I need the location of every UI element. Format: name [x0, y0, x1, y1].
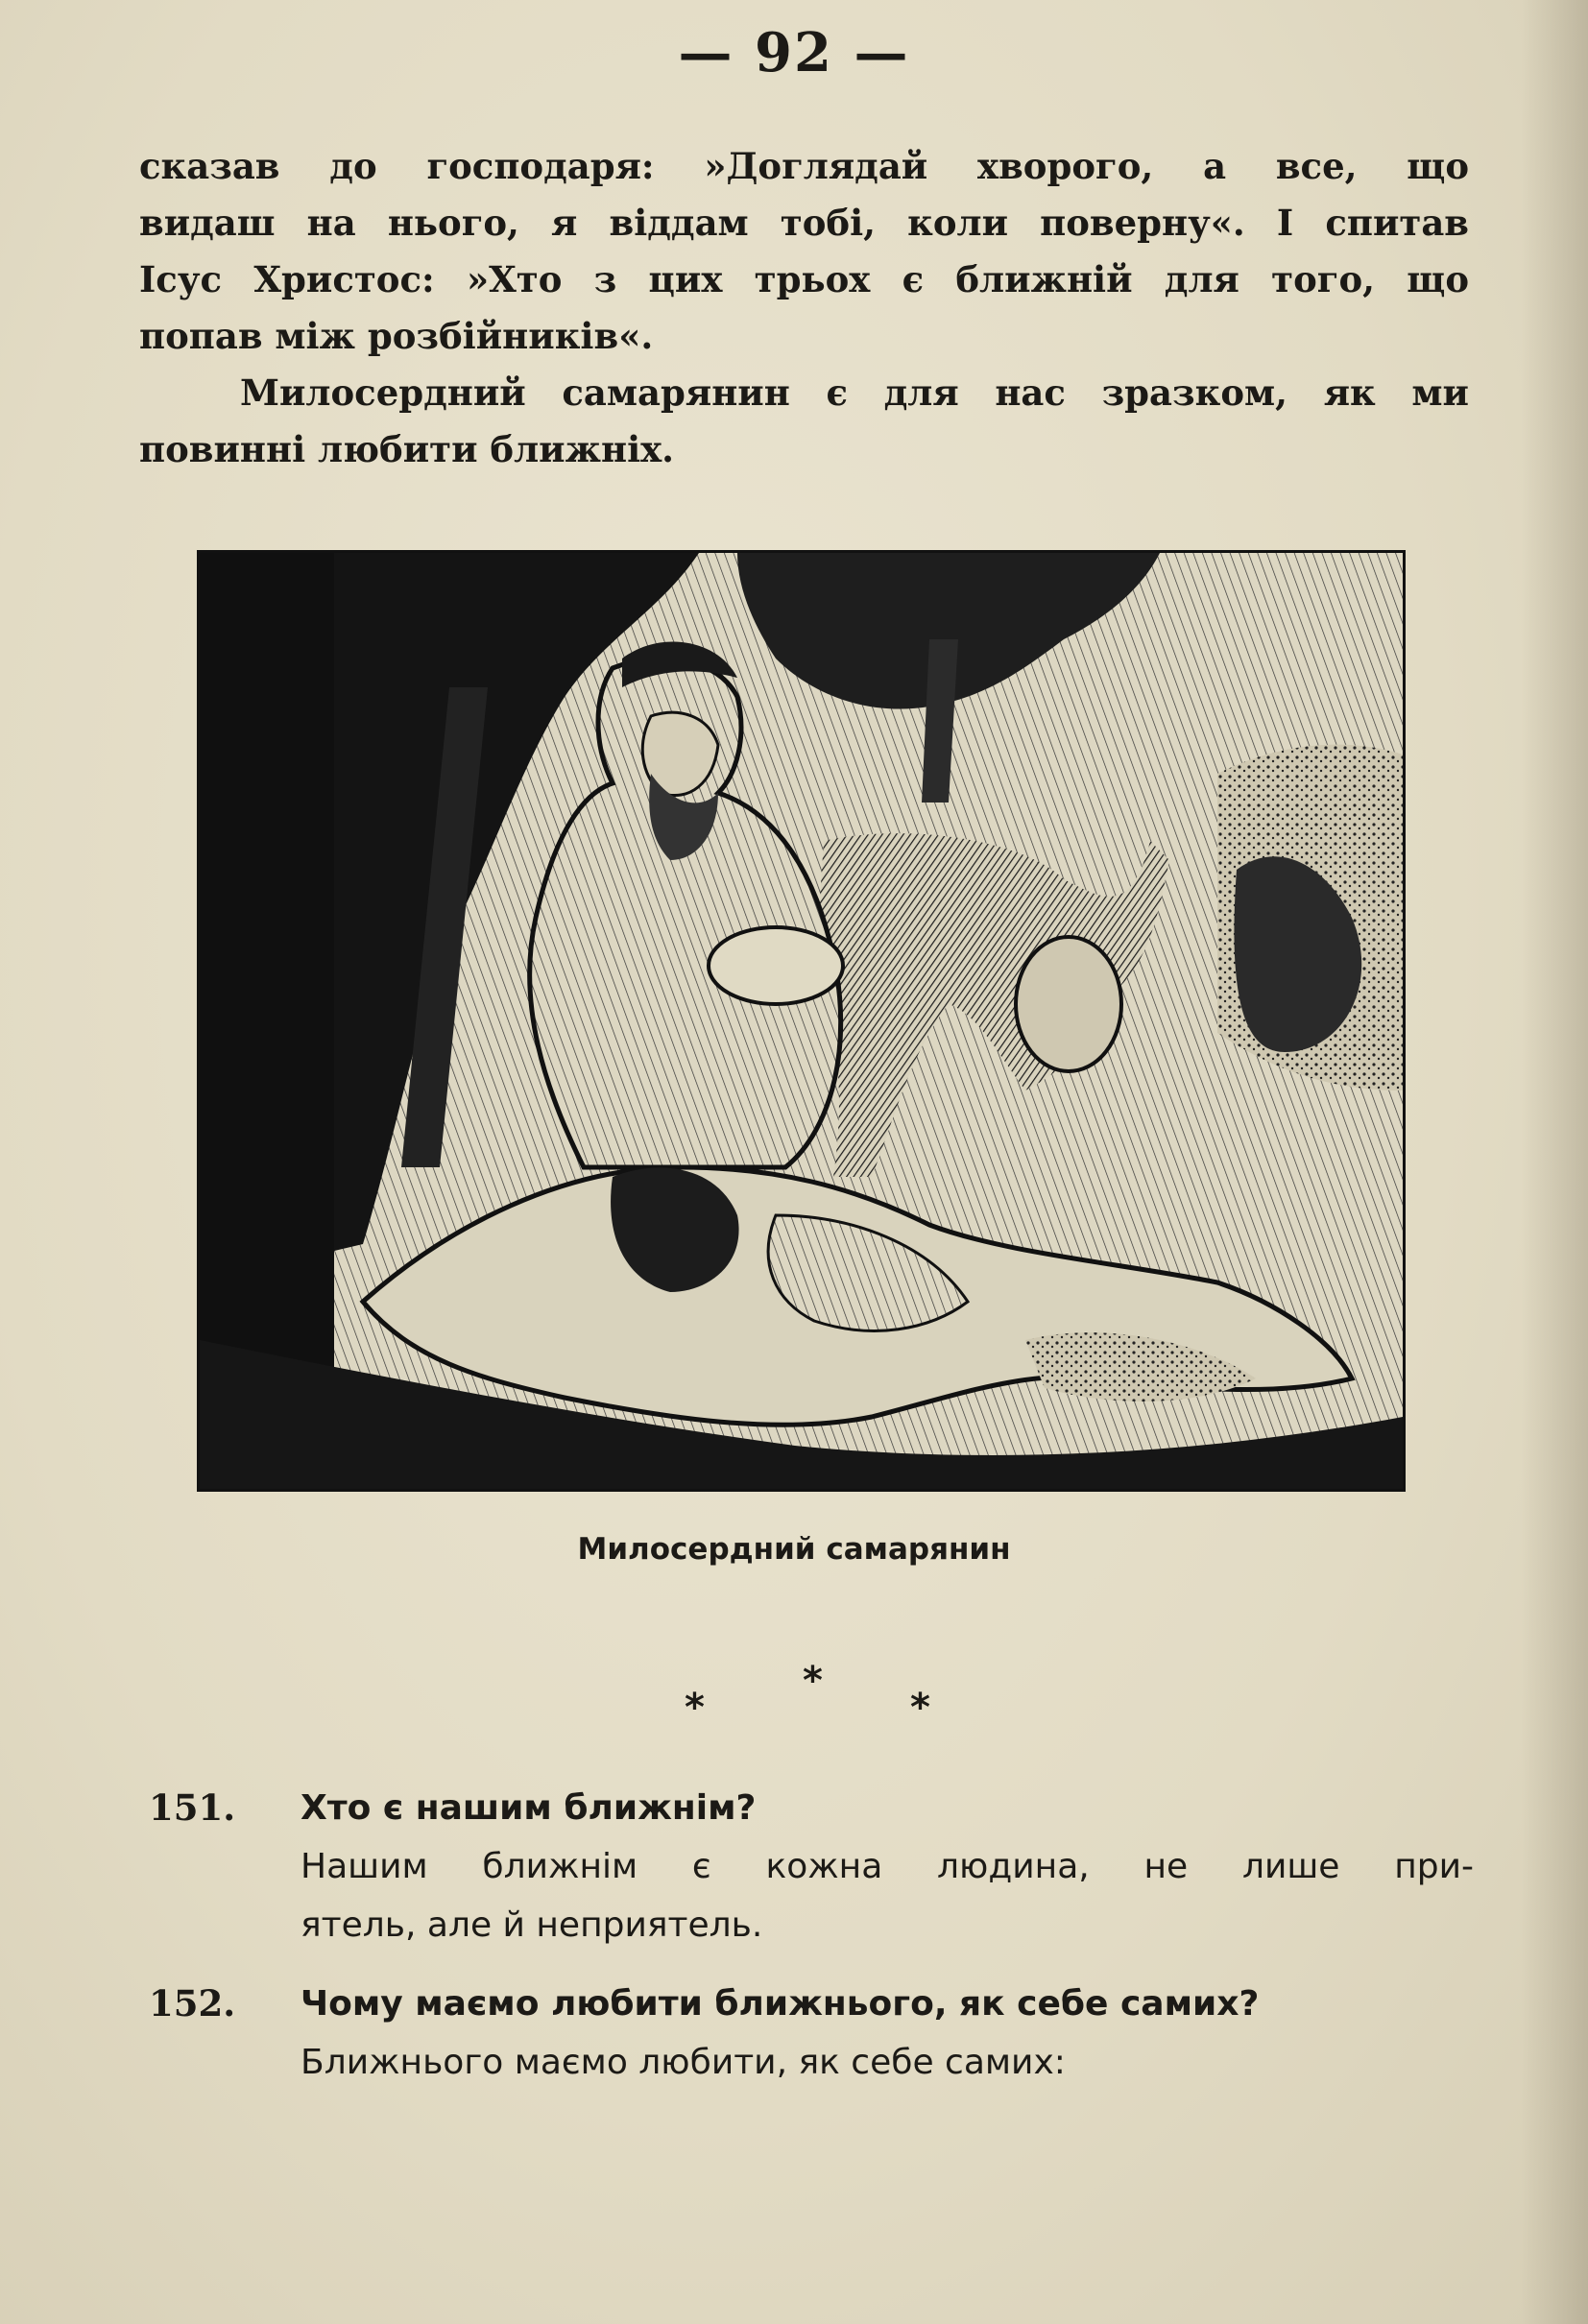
asterisk: * — [803, 1659, 823, 1703]
illustration-caption: Милосердний самарянин — [577, 1532, 1011, 1567]
asterisk: * — [685, 1686, 705, 1730]
answer-text — [301, 1837, 1474, 1954]
question-text: Чому маємо любити ближнього, як себе самих? — [301, 1984, 1260, 2024]
asterisk: * — [910, 1686, 930, 1730]
passage-line: повинні любити ближніх. — [139, 428, 675, 470]
passage-line: Ісус Христос: »Хто з цих трьох є ближній для того, що — [139, 258, 1469, 300]
question-text: Хто є нашим ближнім? — [301, 1788, 757, 1828]
passage-line: Милосердний самарянин є для нас зразком, як ми — [240, 371, 1469, 414]
engraving-image — [200, 553, 1403, 1489]
passage-line: видаш на нього, я віддам тобі, коли поверну«. І спитав — [139, 202, 1469, 244]
passage-line: сказав до господаря: »Доглядай хворого, а все, що — [139, 145, 1469, 187]
question-number: 152. — [149, 1982, 236, 2025]
asterism-separator — [0, 1659, 1588, 1745]
question-number: 151. — [149, 1786, 236, 1829]
answer-line: Ближнього маємо любити, як себе самих: — [301, 2043, 1066, 2082]
answer-line: ятель, але й неприятель. — [301, 1905, 763, 1945]
answer-text — [301, 2033, 1474, 2092]
page-edge-shadow — [1521, 0, 1588, 2324]
good-samaritan-illustration — [197, 550, 1406, 1492]
page-number: — 92 — — [678, 21, 910, 84]
passage-text — [139, 138, 1469, 478]
passage-line: попав між розбійників«. — [139, 315, 654, 357]
answer-line: Нашим ближнім є кожна людина, не лише при- — [301, 1847, 1474, 1886]
